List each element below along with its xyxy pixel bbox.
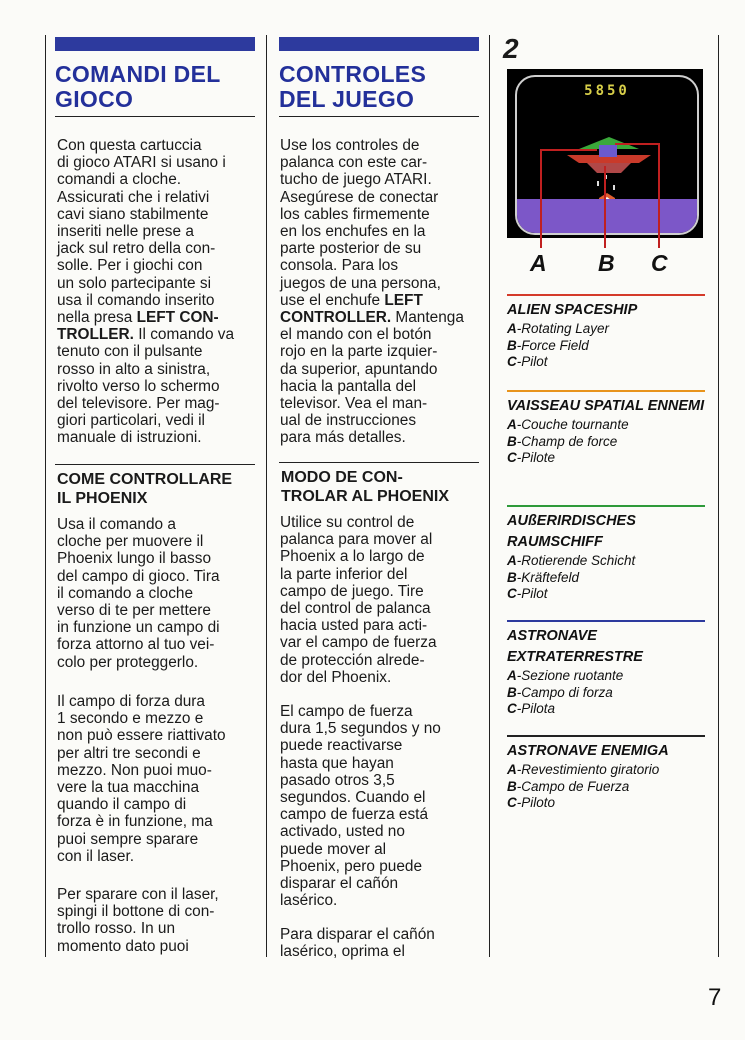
column-divider: [489, 35, 490, 957]
callout-lines: [507, 140, 707, 260]
label-block-italian: [507, 626, 705, 718]
color-rule-green: [507, 505, 705, 507]
label-title: ASTRONAVE EXTRATERRESTRE: [507, 628, 643, 665]
spanish-paragraph: Utilice su control de palanca para mover al Phoenix a lo largo de la parte inferior del campo de juego. Tire del control de palanca hacia usted para acti- var el campo de fuerza de protección alrede- dor del Phoenix.: [280, 514, 437, 686]
label-item: A-Revestimiento giratorio: [507, 762, 660, 777]
label-item: A-Rotating Layer: [507, 321, 610, 336]
color-rule-blue: [507, 620, 705, 622]
label-item: B-Campo de Fuerza: [507, 778, 630, 794]
page-number: 7: [708, 984, 722, 1011]
heading-line: CONTROLES: [279, 61, 427, 87]
label-item: A-Couche tournante: [507, 417, 629, 432]
label-block-english: [507, 300, 705, 371]
heading-line: COMANDI DEL: [55, 61, 221, 87]
figure-number: 2: [503, 33, 519, 64]
label-item: B-Champ de force: [507, 433, 618, 449]
subheading-line: MODO DE CON-: [281, 469, 403, 486]
italian-subheading: [57, 470, 232, 508]
spanish-paragraph: El campo de fuerza dura 1,5 segundos y no puede reactivarse hasta que hayan pasado otros 3,5 segundos. Cuando el campo de fuerza está activado, usted no puede mover al Phoenix, pero puede disparar el cañón lasérico.: [280, 703, 441, 910]
label-title: VAISSEAU SPATIAL ENNEMI: [507, 398, 705, 414]
label-block-spanish: [507, 741, 705, 812]
heading-rule: [55, 116, 255, 117]
intro-bold: LEFT CONTROLLER.: [280, 291, 423, 327]
subheading-line: TROLAR AL PHOENIX: [281, 488, 450, 505]
label-title: ASTRONAVE ENEMIGA: [507, 743, 669, 759]
section-rule: [279, 462, 479, 463]
label-block-french: [507, 396, 705, 467]
intro-text: Il comando va tenuto con il pulsante rosso in alto a sinistra, rivolto verso lo schermo del televisore. Per mag- giori particolari, vedi il manuale di istruzioni.: [57, 326, 235, 447]
heading-bar: [55, 37, 255, 51]
intro-text: Use los controles de palanca con este car- tucho de juego ATARI. Asegúrese de conectar los cables firmemente en los enchufes en la parte posterior de su consola. Para los juegos de una persona, use el enchufe: [280, 137, 441, 309]
intro-bold: LEFT CON- TROLLER.: [57, 309, 219, 344]
label-title: ALIEN SPACESHIP: [507, 302, 638, 318]
intro-text: Mantenga el mando con el botón rojo en la parte izquier- da superior, apuntando hacia la pantalla del televisor. Vea el man- ual de instrucciones para más detalles.: [280, 309, 464, 447]
callout-line-a: [541, 150, 597, 248]
heading-line: DEL JUEGO: [279, 86, 415, 112]
label-item: B-Force Field: [507, 337, 589, 353]
label-item: C-Piloto: [507, 795, 556, 810]
heading-bar: [279, 37, 479, 51]
heading-rule: [279, 116, 479, 117]
spanish-paragraph: Para disparar el cañón lasérico, oprima el: [280, 926, 435, 961]
column-divider: [718, 35, 719, 957]
spanish-heading: [279, 62, 426, 112]
color-rule-orange: [507, 390, 705, 392]
callout-letter-a: A: [530, 250, 547, 276]
subheading-line: IL PHOENIX: [57, 490, 148, 507]
label-item: A-Rotierende Schicht: [507, 553, 636, 568]
heading-line: GIOCO: [55, 86, 134, 112]
spanish-intro: [280, 137, 485, 447]
italian-paragraph: Usa il comando a cloche per muovere il Phoenix lungo il basso del campo di gioco. Tira il comando a cloche verso di te per mettere in funzione un campo di forza attorno al tuo vei- colo per proteggerlo.: [57, 516, 220, 671]
label-item: C-Pilot: [507, 354, 548, 369]
color-rule-dark: [507, 735, 705, 737]
label-item: C-Pilote: [507, 450, 556, 465]
label-item: C-Pilota: [507, 701, 556, 716]
callout-letter-c: C: [651, 250, 668, 276]
callout-letter-b: B: [598, 250, 615, 276]
spanish-subheading: [281, 468, 449, 506]
label-item: A-Sezione ruotante: [507, 668, 624, 683]
italian-paragraph: Il campo di forza dura 1 secondo e mezzo e non può essere riattivato per altri tre secondi e mezzo. Non puoi muo- vere la tua macchina quando il campo di forza è in funzione, ma puoi sempre sparare con il laser.: [57, 693, 226, 865]
label-item: B-Kräftefeld: [507, 569, 580, 585]
section-rule: [55, 464, 255, 465]
italian-intro: [57, 137, 262, 447]
italian-paragraph: Per sparare con il laser, spingi il bottone di con- trollo rosso. In un momento dato puoi: [57, 886, 219, 955]
callout-line-c: [615, 144, 659, 248]
label-item: C-Pilot: [507, 586, 548, 601]
color-rule-red: [507, 294, 705, 296]
label-item: B-Campo di forza: [507, 684, 613, 700]
label-title: AUßERIRDISCHES RAUMSCHIFF: [507, 513, 636, 550]
intro-text: Con questa cartuccia di gioco ATARI si usano i comandi a cloche. Assicurati che i relativi cavi siano stabilmente inseriti nelle prese a jack sul retro della con- solle. Per i giochi con un solo partecipante si usa il comando inserito nella presa: [57, 137, 226, 327]
label-block-german: [507, 511, 705, 603]
column-divider: [45, 35, 46, 957]
subheading-line: COME CONTROLLARE: [57, 471, 233, 488]
italian-heading: [55, 62, 221, 112]
score-display: 5850: [584, 83, 630, 99]
column-divider: [266, 35, 267, 957]
